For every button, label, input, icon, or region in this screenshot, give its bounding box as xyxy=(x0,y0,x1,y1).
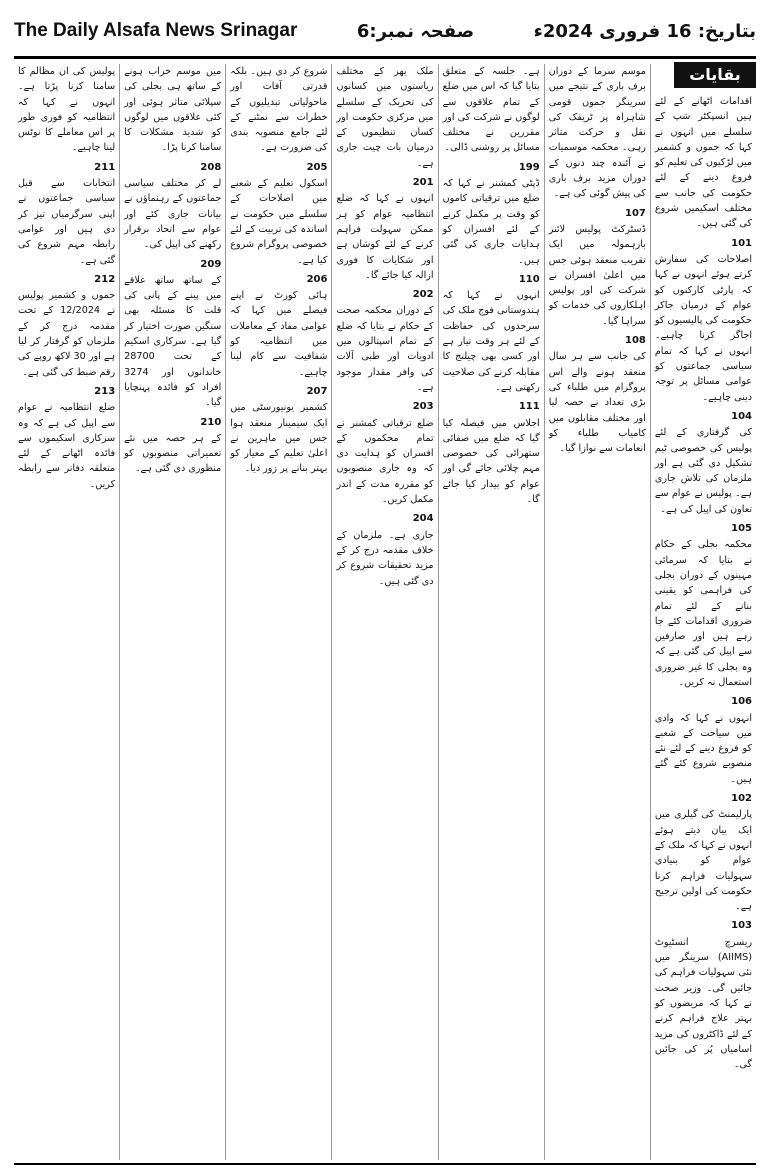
story-number: 104 xyxy=(731,410,752,422)
story-text: ضلع ترقیاتی کمشنر نے تمام محکموں کے افسران کو ہدایت دی کہ وہ جاری منصوبوں کو مقررہ مدت کے اندر مکمل کریں۔ xyxy=(336,417,434,506)
column-2 xyxy=(544,64,650,1160)
column-1 xyxy=(650,64,756,1160)
story-number: 201 xyxy=(412,177,434,189)
masthead: The Daily Alsafa News Srinagar xyxy=(14,20,298,41)
story-text: ریسرچ انسٹیوٹ (AIIMS) سرینگر میں نئی سہولیات فراہم کی جائیں گی۔ وزیر صحت نے کہا کہ مریضوں کو بہتر علاج فراہم کرنے کے لئے ڈاکٹروں کی مزید اسامیاں پُر کی جائیں گی۔ xyxy=(654,936,752,1071)
section-title: بقایات xyxy=(674,62,756,88)
story-number: 102 xyxy=(731,793,752,805)
story-text: جموں و کشمیر پولیس نے 12/2024 کے تحت مقدمہ درج کر کے ملزمان کو گرفتار کر لیا ہے اور 30 لاکھ روپے کی رقم ضبط کی گئی ہے۔ xyxy=(18,290,116,378)
story-text: ڈپٹی کمشنر نے کہا کہ ضلع میں ترقیاتی کاموں کو وقت پر مکمل کرنے کے لئے افسران کو ہدایات جاری کی گئی ہیں۔ xyxy=(442,178,540,266)
story-number: 106 xyxy=(731,696,752,708)
story-number: 101 xyxy=(731,237,752,249)
story-number: 206 xyxy=(306,273,328,285)
story-text: ضلع انتظامیہ نے عوام سے اپیل کی ہے کہ وہ سرکاری اسکیموں سے فائدہ اٹھانے کے لئے متعلقہ دفاتر سے رابطہ کریں۔ xyxy=(18,402,116,490)
story-text: اصلاحات کی سفارش کرتے ہوئے انہوں نے کہا کہ پارٹی کارکنوں کو عوام کے درمیان جاکر حکومت کی پالیسیوں کو اجاگر کرنا چاہیے۔ انہوں نے کہا کہ تمام سیاسی جماعتوں کو عوامی مسائل پر توجہ دینی چاہیے۔ xyxy=(654,253,752,403)
story-text: محکمہ بجلی کے حکام نے بتایا کہ سرمائی مہینوں کے دوران بجلی کی فراہمی کو یقینی بنانے کے لئے تمام ضروری اقدامات کئے جا رہے ہیں اور صارفین سے اپیل کی گئی ہے کہ وہ بجلی کا غیر ضروری استعمال نہ کریں۔ xyxy=(654,539,752,688)
story-text: اجلاس میں فیصلہ کیا گیا کہ ضلع میں صفائی ستھرائی کی خصوصی مہم چلائی جائے گی اور عوام کو بیدار کیا جائے گا۔ xyxy=(442,417,540,506)
story-number: 209 xyxy=(200,258,222,270)
story-number: 207 xyxy=(306,385,328,397)
column-7 xyxy=(14,64,119,1160)
story-text: پارلیمنٹ کی گیلری میں ایک بیان دیتے ہوئے انہوں نے کہا کہ ملک کے عوام کو بنیادی سہولیات فراہم کرنا حکومت کی اولین ترجیح ہے۔ xyxy=(654,809,752,913)
story-number: 205 xyxy=(306,161,328,173)
story-number: 103 xyxy=(731,920,752,932)
story-number: 199 xyxy=(518,161,540,173)
story-text: انہوں نے کہا کہ ہندوستانی فوج ملک کی سرحدوں کی حفاظت کے لئے ہر وقت تیار ہے اور کسی بھی چیلنج کا مقابلہ کرنے کی صلاحیت رکھتی ہے۔ xyxy=(442,290,540,393)
story-text: ہائی کورٹ نے اپنے فیصلے میں کہا کہ عوامی مفاد کے معاملات میں انتظامیہ کو شفافیت سے کام لینا چاہیے۔ xyxy=(230,290,328,378)
column-4 xyxy=(331,64,437,1160)
story-text: ڈسٹرکٹ پولیس لائنز بارہمولہ میں ایک تقریب منعقد ہوئی جس میں اعلیٰ افسران نے شرکت کی اور پولیس اہلکاروں کی خدمات کو سراہا گیا۔ xyxy=(548,223,646,327)
story-text: ملک بھر کے مختلف ریاستوں میں کسانوں کی تحریک کے سلسلے میں مرکزی حکومت اور کسان تنظیموں کے درمیان بات چیت جاری ہے۔ xyxy=(336,66,434,169)
column-6 xyxy=(119,64,225,1160)
story-text: کے دوران محکمہ صحت کے حکام نے بتایا کہ ضلع کے تمام اسپتالوں میں ادویات اور طبی آلات کی وافر مقدار موجود ہے۔ xyxy=(336,305,434,393)
story-text: جاری ہے۔ ملزمان کے خلاف مقدمہ درج کر کے مزید تحقیقات شروع کر دی گئی ہیں۔ xyxy=(336,529,434,587)
story-number: 204 xyxy=(412,513,434,525)
story-number: 213 xyxy=(94,385,116,397)
story-number: 203 xyxy=(412,401,434,413)
story-text: اقدامات اٹھانے کے لئے ہیں انسپکٹر شپ کے سلسلے میں انہوں نے کہا کہ جموں و کشمیر میں لڑکیوں کی تعلیم کو فروغ دینے کے لئے حکومت کی جانب سے مختلف اسکیمیں شروع کی گئی ہیں۔ xyxy=(654,96,752,230)
story-text: لے کر مختلف سیاسی جماعتوں کے رہنماؤں نے بیانات جاری کئے اور عوام سے اتحاد برقرار رکھنے کی اپیل کی۔ xyxy=(124,178,222,251)
story-text: کی گرفتاری کے لئے پولیس کی خصوصی ٹیم تشکیل دی گئی ہے اور ملزمان کی تلاش جاری ہے۔ پولیس نے عوام سے تعاون کی اپیل کی ہے۔ xyxy=(654,427,752,515)
column-5 xyxy=(225,64,331,1160)
story-text: اسکول تعلیم کے شعبے میں اصلاحات کے سلسلے میں حکومت نے اساتذہ کی تربیت کے لئے خصوصی پروگرام شروع کیا ہے۔ xyxy=(230,178,328,266)
story-number: 108 xyxy=(624,335,646,347)
page-number: صفحہ نمبر:6 xyxy=(356,20,475,42)
page-header xyxy=(14,10,756,52)
story-number: 105 xyxy=(731,523,752,535)
story-text: میں موسم خراب ہونے کے ساتھ ہی بجلی کی سپلائی متاثر ہوئی اور کئی علاقوں میں لوگوں کو شدید مشکلات کا سامنا کرنا پڑا۔ xyxy=(124,66,222,154)
story-number: 202 xyxy=(412,289,434,301)
story-text: انہوں نے کہا کہ وادی میں سیاحت کے شعبے کو فروغ دینے کے لئے نئے منصوبے شروع کئے گئے ہیں۔ xyxy=(654,712,752,785)
story-text: کشمیر یونیورسٹی میں ایک سیمینار منعقد ہوا جس میں ماہرین نے اعلیٰ تعلیم کے معیار کو بہتر بنانے پر زور دیا۔ xyxy=(230,402,328,475)
column-3 xyxy=(438,64,544,1160)
story-text: کے ہر حصہ میں نئے تعمیراتی منصوبوں کو منظوری دی گئی ہے۔ xyxy=(124,432,222,475)
story-text: موسم سرما کے دوران برف باری کے نتیجے میں سرینگر جموں قومی شاہراہ پر ٹریفک کی نقل و حرکت متاثر رہی۔ محکمہ موسمیات نے آئندہ چند دنوں کے دوران مزید برف باری کی پیش گوئی کی ہے۔ xyxy=(548,66,646,200)
story-text: کی جانب سے ہر سال منعقد ہونے والے اس پروگرام میں طلباء کی بڑی تعداد نے حصہ لیا اور مختلف مقابلوں میں کامیاب طلباء کو انعامات سے نوازا گیا۔ xyxy=(548,351,646,455)
story-number: 208 xyxy=(200,161,222,173)
story-number: 212 xyxy=(94,273,116,285)
story-text: کے ساتھ ساتھ علاقے میں پینے کے پانی کی قلت کا مسئلہ بھی سنگین صورت اختیار کر گیا ہے۔ سرکاری اسکیم کے تحت 28700 خاندانوں اور 3274 افراد کو فائدہ پہنچایا گیا۔ xyxy=(124,274,222,409)
dateline: بتاریخ: 16 فروری 2024ء xyxy=(533,20,756,42)
story-number: 111 xyxy=(518,401,540,413)
story-text: شروع کر دی ہیں۔ بلکہ قدرتی آفات اور ماحولیاتی تبدیلیوں کے خطرات سے نمٹنے کے لئے جامع منصوبہ بندی کی ضرورت ہے۔ xyxy=(230,66,328,154)
footer-rule xyxy=(14,1163,756,1165)
header-rule xyxy=(14,56,756,59)
story-number: 210 xyxy=(200,416,222,428)
story-number: 211 xyxy=(94,161,116,173)
story-text: پولیس کی ان مظالم کا سامنا کرنا پڑتا ہے۔ انہوں نے کہا کہ انتظامیہ کو فوری طور پر اس معاملے کا نوٹس لینا چاہیے۔ xyxy=(18,66,116,154)
story-number: 107 xyxy=(624,207,646,219)
news-columns xyxy=(14,64,756,1160)
story-number: 110 xyxy=(518,273,540,285)
story-text: انتخابات سے قبل سیاسی جماعتوں نے اپنی سرگرمیاں تیز کر دی ہیں اور عوامی رابطہ مہم شروع کی گئی ہے۔ xyxy=(18,178,116,266)
story-text: ہے۔ جلسہ کے متعلق بتایا گیا کہ اس میں ضلع کے تمام علاقوں سے لوگوں نے شرکت کی اور مقررین نے مختلف مسائل پر روشنی ڈالی۔ xyxy=(442,66,540,154)
story-text: انہوں نے کہا کہ ضلع انتظامیہ عوام کو ہر ممکن سہولت فراہم کرنے کے لئے کوشاں ہے اور شکایات کا فوری ازالہ کیا جائے گا۔ xyxy=(336,193,434,281)
